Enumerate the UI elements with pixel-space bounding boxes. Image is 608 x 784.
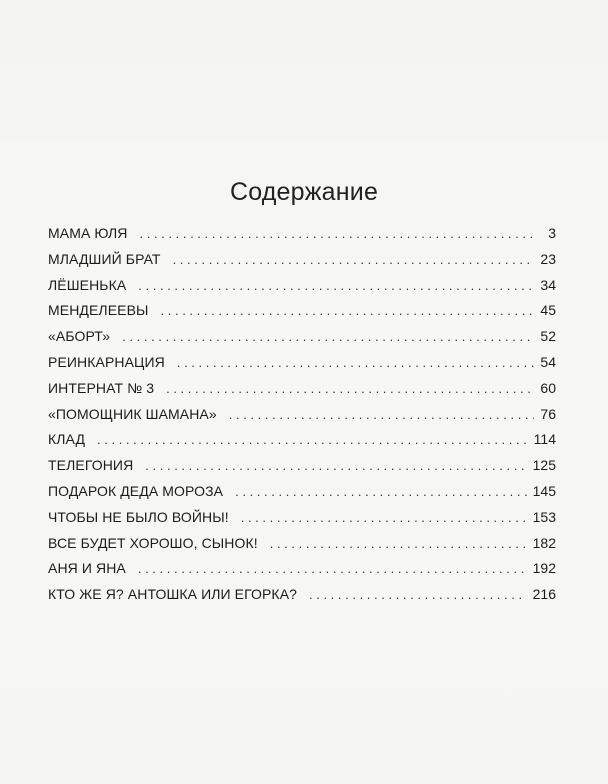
toc-entry [48,221,556,247]
toc-entry-title: «АБОРТ» [48,328,111,345]
dot-leader [309,582,527,608]
toc-entry-title: ИНТЕРНАТ № 3 [48,379,155,396]
toc-entry [48,402,556,428]
toc-entry [48,298,556,324]
dot-leader [97,427,528,453]
contents-heading: Содержание [229,178,379,206]
toc-entry [48,350,556,376]
toc-entry-page-number: 54 [540,353,556,370]
dot-leader [161,298,535,324]
toc-entry [48,479,556,505]
toc-entry [48,531,556,557]
toc-entry-page-number: 125 [532,457,556,474]
dot-leader [140,221,536,247]
toc-entry-page-number: 23 [540,250,556,267]
toc-entry [48,273,556,299]
dot-leader [229,402,535,428]
dot-leader [138,273,534,299]
toc-entry-page-number: 182 [532,534,556,551]
dot-leader [241,505,527,531]
toc-entry-page-number: 216 [532,586,556,603]
dot-leader [138,556,527,582]
toc-entry [48,376,556,402]
toc-entry [48,505,556,531]
toc-entry [48,247,556,273]
toc-entry-page-number: 3 [548,225,556,241]
toc-entry-page-number: 114 [533,431,556,448]
dot-leader [270,531,527,557]
toc-entry-title: МЛАДШИЙ БРАТ [48,250,161,267]
toc-entry-title: ТЕЛЕГОНИЯ [48,457,134,474]
toc-entry-page-number: 34 [540,276,556,293]
table-of-contents [48,221,556,608]
toc-entry [48,427,556,453]
dot-leader [122,324,534,350]
toc-entry-title: ПОДАРОК ДЕДА МОРОЗА [48,482,224,499]
toc-entry-page-number: 145 [532,482,556,499]
toc-entry-title: РЕИНКАРНАЦИЯ [48,353,165,370]
toc-entry [48,582,556,608]
toc-entry-page-number: 76 [540,405,556,422]
toc-entry-page-number: 192 [532,560,556,577]
toc-entry-title: МАМА ЮЛЯ [48,225,128,241]
toc-entry-title: МЕНДЕЛЕЕВЫ [48,302,149,319]
toc-entry-page-number: 52 [540,328,556,345]
dot-leader [145,453,526,479]
toc-entry-page-number: 60 [540,379,556,396]
toc-entry-title: КТО ЖЕ Я? АНТОШКА ИЛИ ЕГОРКА? [48,586,298,603]
toc-entry [48,556,556,582]
toc-entry-title: ВСЕ БУДЕТ ХОРОШО, СЫНОК! [48,534,258,551]
toc-entry-page-number: 153 [532,508,556,525]
toc-entry [48,453,556,479]
toc-entry [48,324,556,350]
dot-leader [166,376,534,402]
toc-entry-title: ЧТОБЫ НЕ БЫЛО ВОЙНЫ! [48,508,229,525]
dot-leader [177,350,535,376]
toc-entry-title: АНЯ И ЯНА [48,560,126,577]
dot-leader [235,479,527,505]
dot-leader [173,247,535,273]
toc-entry-page-number: 45 [540,302,556,319]
toc-entry-title: «ПОМОЩНИК ШАМАНА» [48,405,217,422]
toc-entry-title: КЛАД [48,431,86,448]
toc-entry-title: ЛЁШЕНЬКА [48,276,127,293]
